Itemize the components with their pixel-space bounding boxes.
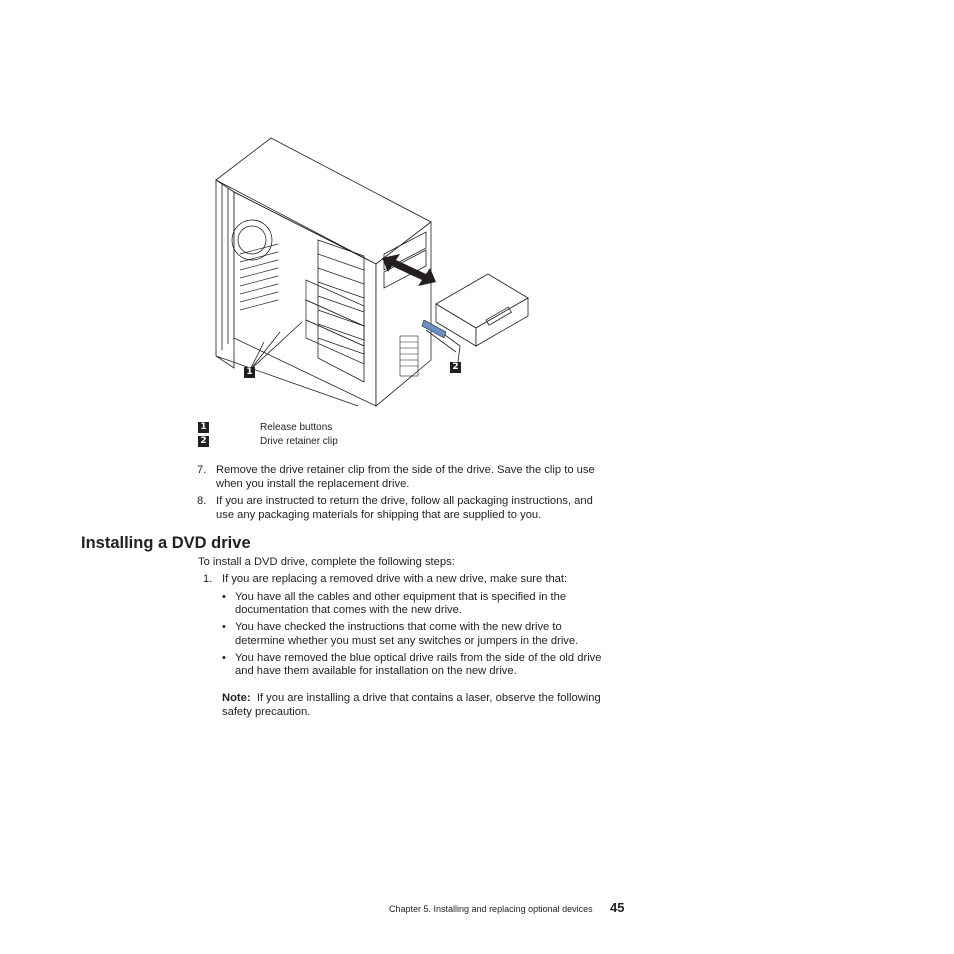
step-text: If you are replacing a removed drive with a new drive, make sure that: <box>222 573 568 585</box>
note-label: Note: <box>222 692 251 704</box>
bullet-text-line: You have checked the instructions that come with the new drive to <box>235 621 562 633</box>
step-text-line: Remove the drive retainer clip from the side of the drive. Save the clip to use <box>216 464 595 476</box>
figure-callout-2: 2 <box>450 362 461 373</box>
figure-callout-1: 1 <box>244 367 255 378</box>
intro-text: To install a DVD drive, complete the following steps: <box>198 556 455 568</box>
server-chassis-drawing <box>214 136 534 408</box>
page-number: 45 <box>610 900 625 915</box>
bullet-dot: • <box>222 652 226 664</box>
bullet-text-line: determine whether you must set any switches or jumpers in the drive. <box>235 635 579 647</box>
bullet-text-line: You have removed the blue optical drive rails from the side of the old drive <box>235 652 602 664</box>
note-text-line: safety precaution. <box>222 706 311 718</box>
note-text-line: If you are installing a drive that contains a laser, observe the following <box>256 692 601 704</box>
legend-text: Drive retainer clip <box>260 436 338 447</box>
footer-chapter: Chapter 5. Installing and replacing optional devices <box>389 904 593 914</box>
bullet-text-line: documentation that comes with the new drive. <box>235 604 462 616</box>
legend-text: Release buttons <box>260 422 333 433</box>
step-number: 8. <box>197 495 207 507</box>
step-number: 1. <box>203 573 213 585</box>
step-text-line: when you install the replacement drive. <box>216 478 410 490</box>
server-illustration <box>214 136 534 408</box>
section-heading: Installing a DVD drive <box>81 534 251 552</box>
bullet-dot: • <box>222 591 226 603</box>
note-line <box>222 691 601 705</box>
bullet-text-line: You have all the cables and other equipment that is specified in the <box>235 591 567 603</box>
step-text-line: If you are instructed to return the drive, follow all packaging instructions, and <box>216 495 593 507</box>
bullet-text-line: and have them available for installation on the new drive. <box>235 665 517 677</box>
legend-callout: 2 <box>198 436 209 447</box>
step-number: 7. <box>197 464 207 476</box>
bullet-dot: • <box>222 621 226 633</box>
step-text-line: use any packaging materials for shipping that are supplied to you. <box>216 509 542 521</box>
legend-callout: 1 <box>198 422 209 433</box>
